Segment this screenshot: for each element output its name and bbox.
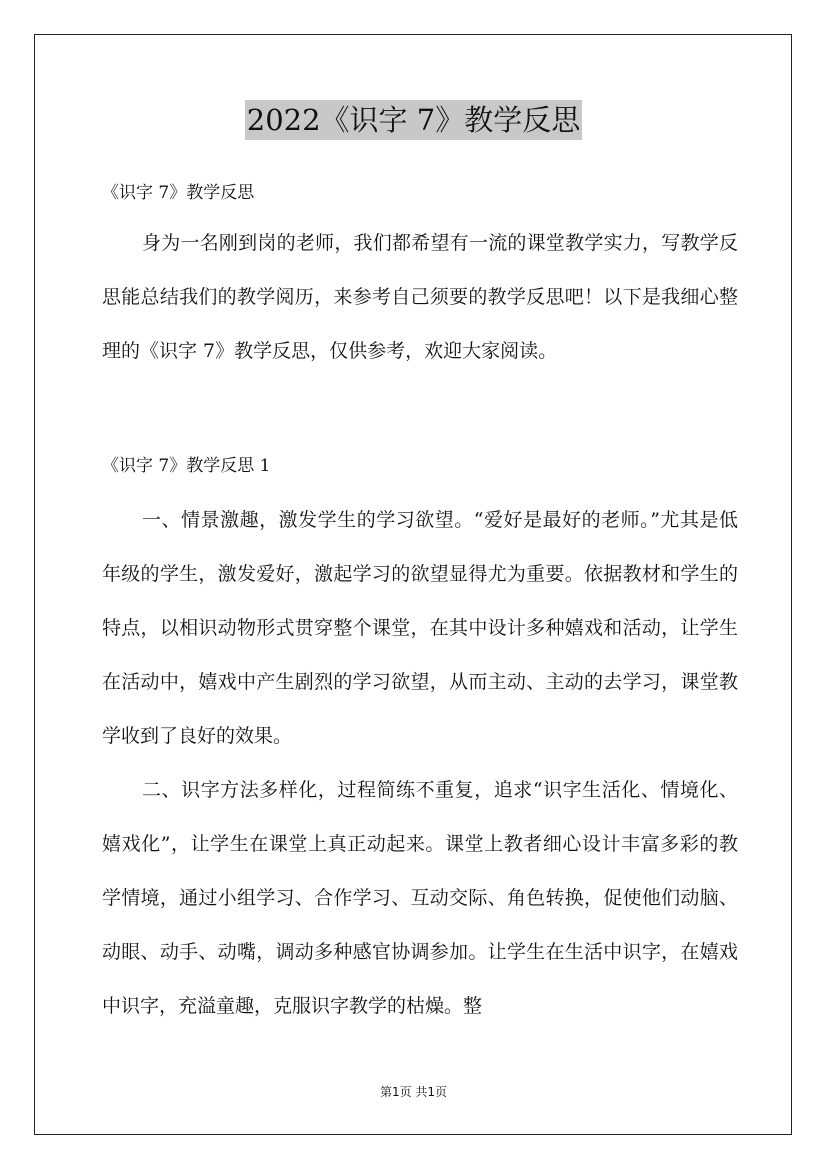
section-heading: 《识字 7》教学反思 1 [102,456,271,476]
section1-paragraph-1: 一、情景激趣，激发学生的学习欲望。“爱好是最好的老师。”尤其是低年级的学生，激发爱好，激起学习的欲望显得尤为重要。依据教材和学生的特点，以相识动物形式贯穿整个课堂，在其中设计多种嬉戏和活动，让学生在活动中，嬉戏中产生剧烈的学习欲望，从而主动、主动的去学习，课堂教学收到了良好的效果。 [102,509,738,747]
title-wrapper [0,100,827,140]
document-subtitle: 《识字 7》教学反思 [102,183,255,203]
section1-paragraph-2: 二、识字方法多样化，过程简练不重复，追求“识字生活化、情境化、嬉戏化”，让学生在课堂上真正动起来。课堂上教者细心设计丰富多彩的教学情境，通过小组学习、合作学习、互动交际、角色转换，促使他们动脑、动眼、动手、动嘴，调动多种感官协调参加。让学生在生活中识字，在嬉戏中识字，充溢童趣，克服识字教学的枯燥。整 [102,779,738,1017]
document-title: 2022《识字 7》教学反思 [245,100,582,140]
intro-paragraph: 身为一名刚到岗的老师，我们都希望有一流的课堂教学实力，写教学反思能总结我们的教学阅历，来参考自己须要的教学反思吧！以下是我细心整理的《识字 7》教学反思，仅供参考，欢迎大家阅读。 [102,232,738,362]
page-footer: 第1页 共1页 [379,1085,448,1099]
